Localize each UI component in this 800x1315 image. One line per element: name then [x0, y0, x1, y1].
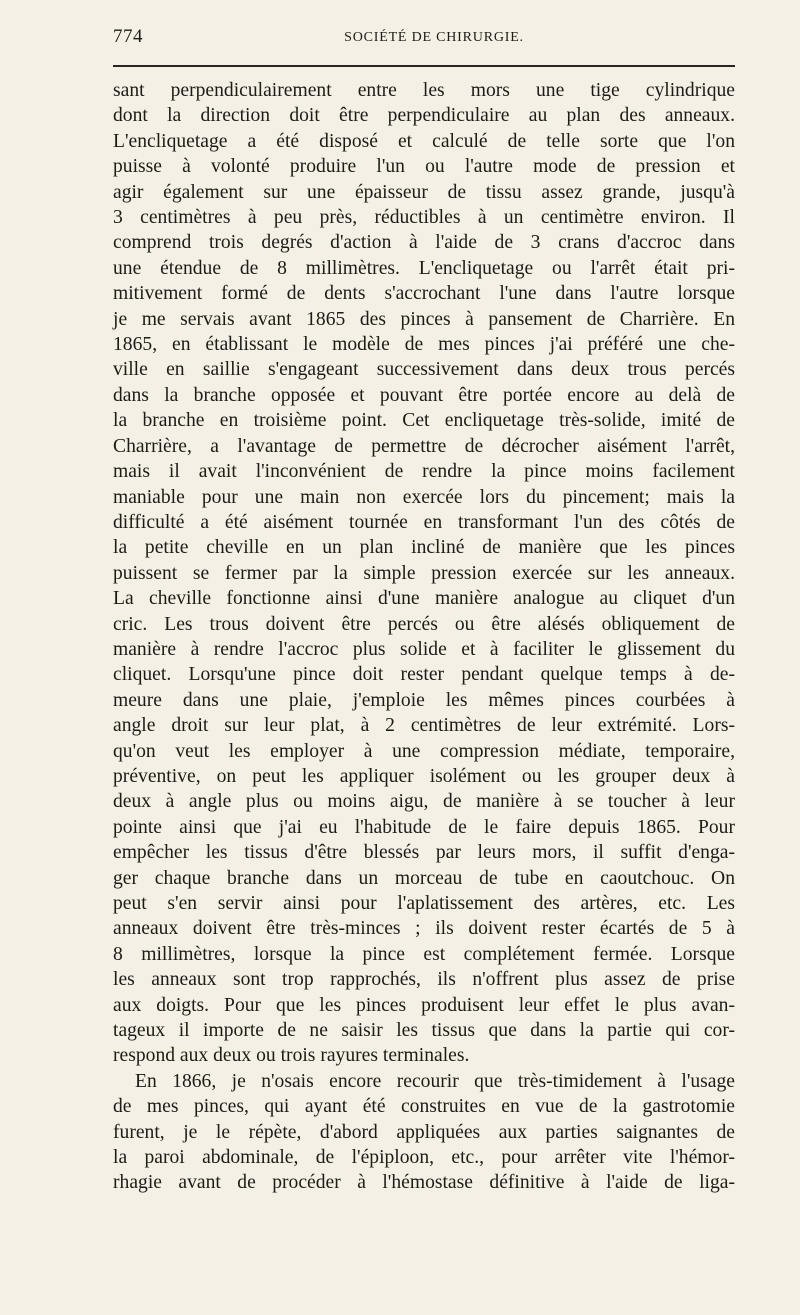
- text-line: de mes pinces, qui ayant été construites en vue de la gastrotomie: [113, 1096, 735, 1118]
- paragraph: [113, 1069, 735, 1196]
- text-line: rhagie avant de procéder à l'hémostase définitive à l'aide de liga-: [113, 1172, 735, 1194]
- text-line: Charrière, a l'avantage de permettre de décrocher aisément l'arrêt,: [113, 435, 735, 457]
- text-line: respond aux deux ou trois rayures terminales.: [113, 1045, 470, 1067]
- header-rule: [113, 65, 735, 67]
- text-line: dans la branche opposée et pouvant être portée encore au delà de: [113, 384, 735, 406]
- paragraph: [113, 78, 735, 1069]
- text-line: sant perpendiculairement entre les mors une tige cylindrique: [113, 80, 735, 101]
- body-text: [113, 78, 735, 1196]
- text-line: ger chaque branche dans un morceau de tube en caoutchouc. On: [113, 867, 735, 889]
- text-line: pointe ainsi que j'ai eu l'habitude de le faire depuis 1865. Pour: [113, 816, 735, 838]
- text-line: puissent se fermer par la simple pression exercée sur les anneaux.: [113, 562, 735, 584]
- text-line: empêcher les tissus d'être blessés par leurs mors, il suffit d'enga-: [113, 842, 735, 864]
- text-line: 1865, en établissant le modèle de mes pinces j'ai préféré une che-: [113, 334, 735, 356]
- text-line: la branche en troisième point. Cet encliquetage très-solide, imité de: [113, 410, 735, 432]
- text-line: maniable pour une main non exercée lors du pincement; mais la: [113, 486, 735, 508]
- text-line: la paroi abdominale, de l'épiploon, etc., pour arrêter vite l'hémor-: [113, 1147, 735, 1169]
- text-line: préventive, on peut les appliquer isolément ou les grouper deux à: [113, 765, 735, 787]
- text-line: L'encliquetage a été disposé et calculé de telle sorte que l'on: [113, 130, 735, 152]
- text-line: tageux il importe de ne saisir les tissus que dans la partie qui cor-: [113, 1020, 735, 1042]
- page-header: [113, 26, 735, 56]
- text-line: cliquet. Lorsqu'une pince doit rester pendant quelque temps à de-: [113, 664, 735, 686]
- text-line: une étendue de 8 millimètres. L'encliquetage ou l'arrêt était pri-: [113, 257, 735, 279]
- text-line: La cheville fonctionne ainsi d'une manière analogue au cliquet d'un: [113, 588, 735, 610]
- text-line: je me servais avant 1865 des pinces à pansement de Charrière. En: [113, 308, 735, 330]
- text-line: furent, je le répète, d'abord appliquées aux parties saignantes de: [113, 1121, 735, 1143]
- page-number: 774: [113, 26, 143, 47]
- text-line: puisse à volonté produire l'un ou l'autre mode de pression et: [113, 156, 735, 178]
- text-line: meure dans une plaie, j'emploie les mêmes pinces courbées à: [113, 689, 735, 711]
- text-line: En 1866, je n'osais encore recourir que très-timidement à l'usage: [135, 1070, 735, 1092]
- text-line: peut s'en servir ainsi pour l'aplatissement des artères, etc. Les: [113, 893, 735, 914]
- text-line: deux à angle plus ou moins aigu, de manière à se toucher à leur: [113, 791, 735, 813]
- text-line: cric. Les trous doivent être percés ou être alésés obliquement de: [113, 613, 735, 635]
- text-line: 8 millimètres, lorsque la pince est complétement fermée. Lorsque: [113, 943, 735, 965]
- text-line: agir également sur une épaisseur de tissu assez grande, jusqu'à: [113, 181, 735, 203]
- text-line: comprend trois degrés d'action à l'aide de 3 crans d'accroc dans: [113, 232, 735, 254]
- text-line: manière à rendre l'accroc plus solide et à faciliter le glissement du: [113, 638, 735, 660]
- text-line: mais il avait l'inconvénient de rendre la pince moins facilement: [113, 461, 735, 483]
- text-line: la petite cheville en un plan incliné de manière que les pinces: [113, 537, 735, 559]
- running-title: SOCIÉTÉ DE CHIRURGIE.: [344, 30, 524, 45]
- text-line: aux doigts. Pour que les pinces produisent leur effet le plus avan-: [113, 994, 735, 1016]
- text-line: difficulté a été aisément tournée en transformant l'un des côtés de: [113, 511, 735, 533]
- text-line: mitivement formé de dents s'accrochant l'une dans l'autre lorsque: [113, 283, 735, 305]
- text-line: anneaux doivent être très-minces ; ils doivent rester écartés de 5 à: [113, 918, 735, 940]
- text-line: 3 centimètres à peu près, réductibles à un centimètre environ. Il: [113, 207, 735, 229]
- text-line: qu'on veut les employer à une compression médiate, temporaire,: [113, 740, 735, 762]
- text-line: ville en saillie s'engageant successivement dans deux trous percés: [113, 359, 735, 381]
- text-line: les anneaux sont trop rapprochés, ils n'offrent plus assez de prise: [113, 969, 735, 991]
- text-line: angle droit sur leur plat, à 2 centimètres de leur extrémité. Lors-: [113, 715, 735, 737]
- text-line: dont la direction doit être perpendiculaire au plan des anneaux.: [113, 105, 735, 127]
